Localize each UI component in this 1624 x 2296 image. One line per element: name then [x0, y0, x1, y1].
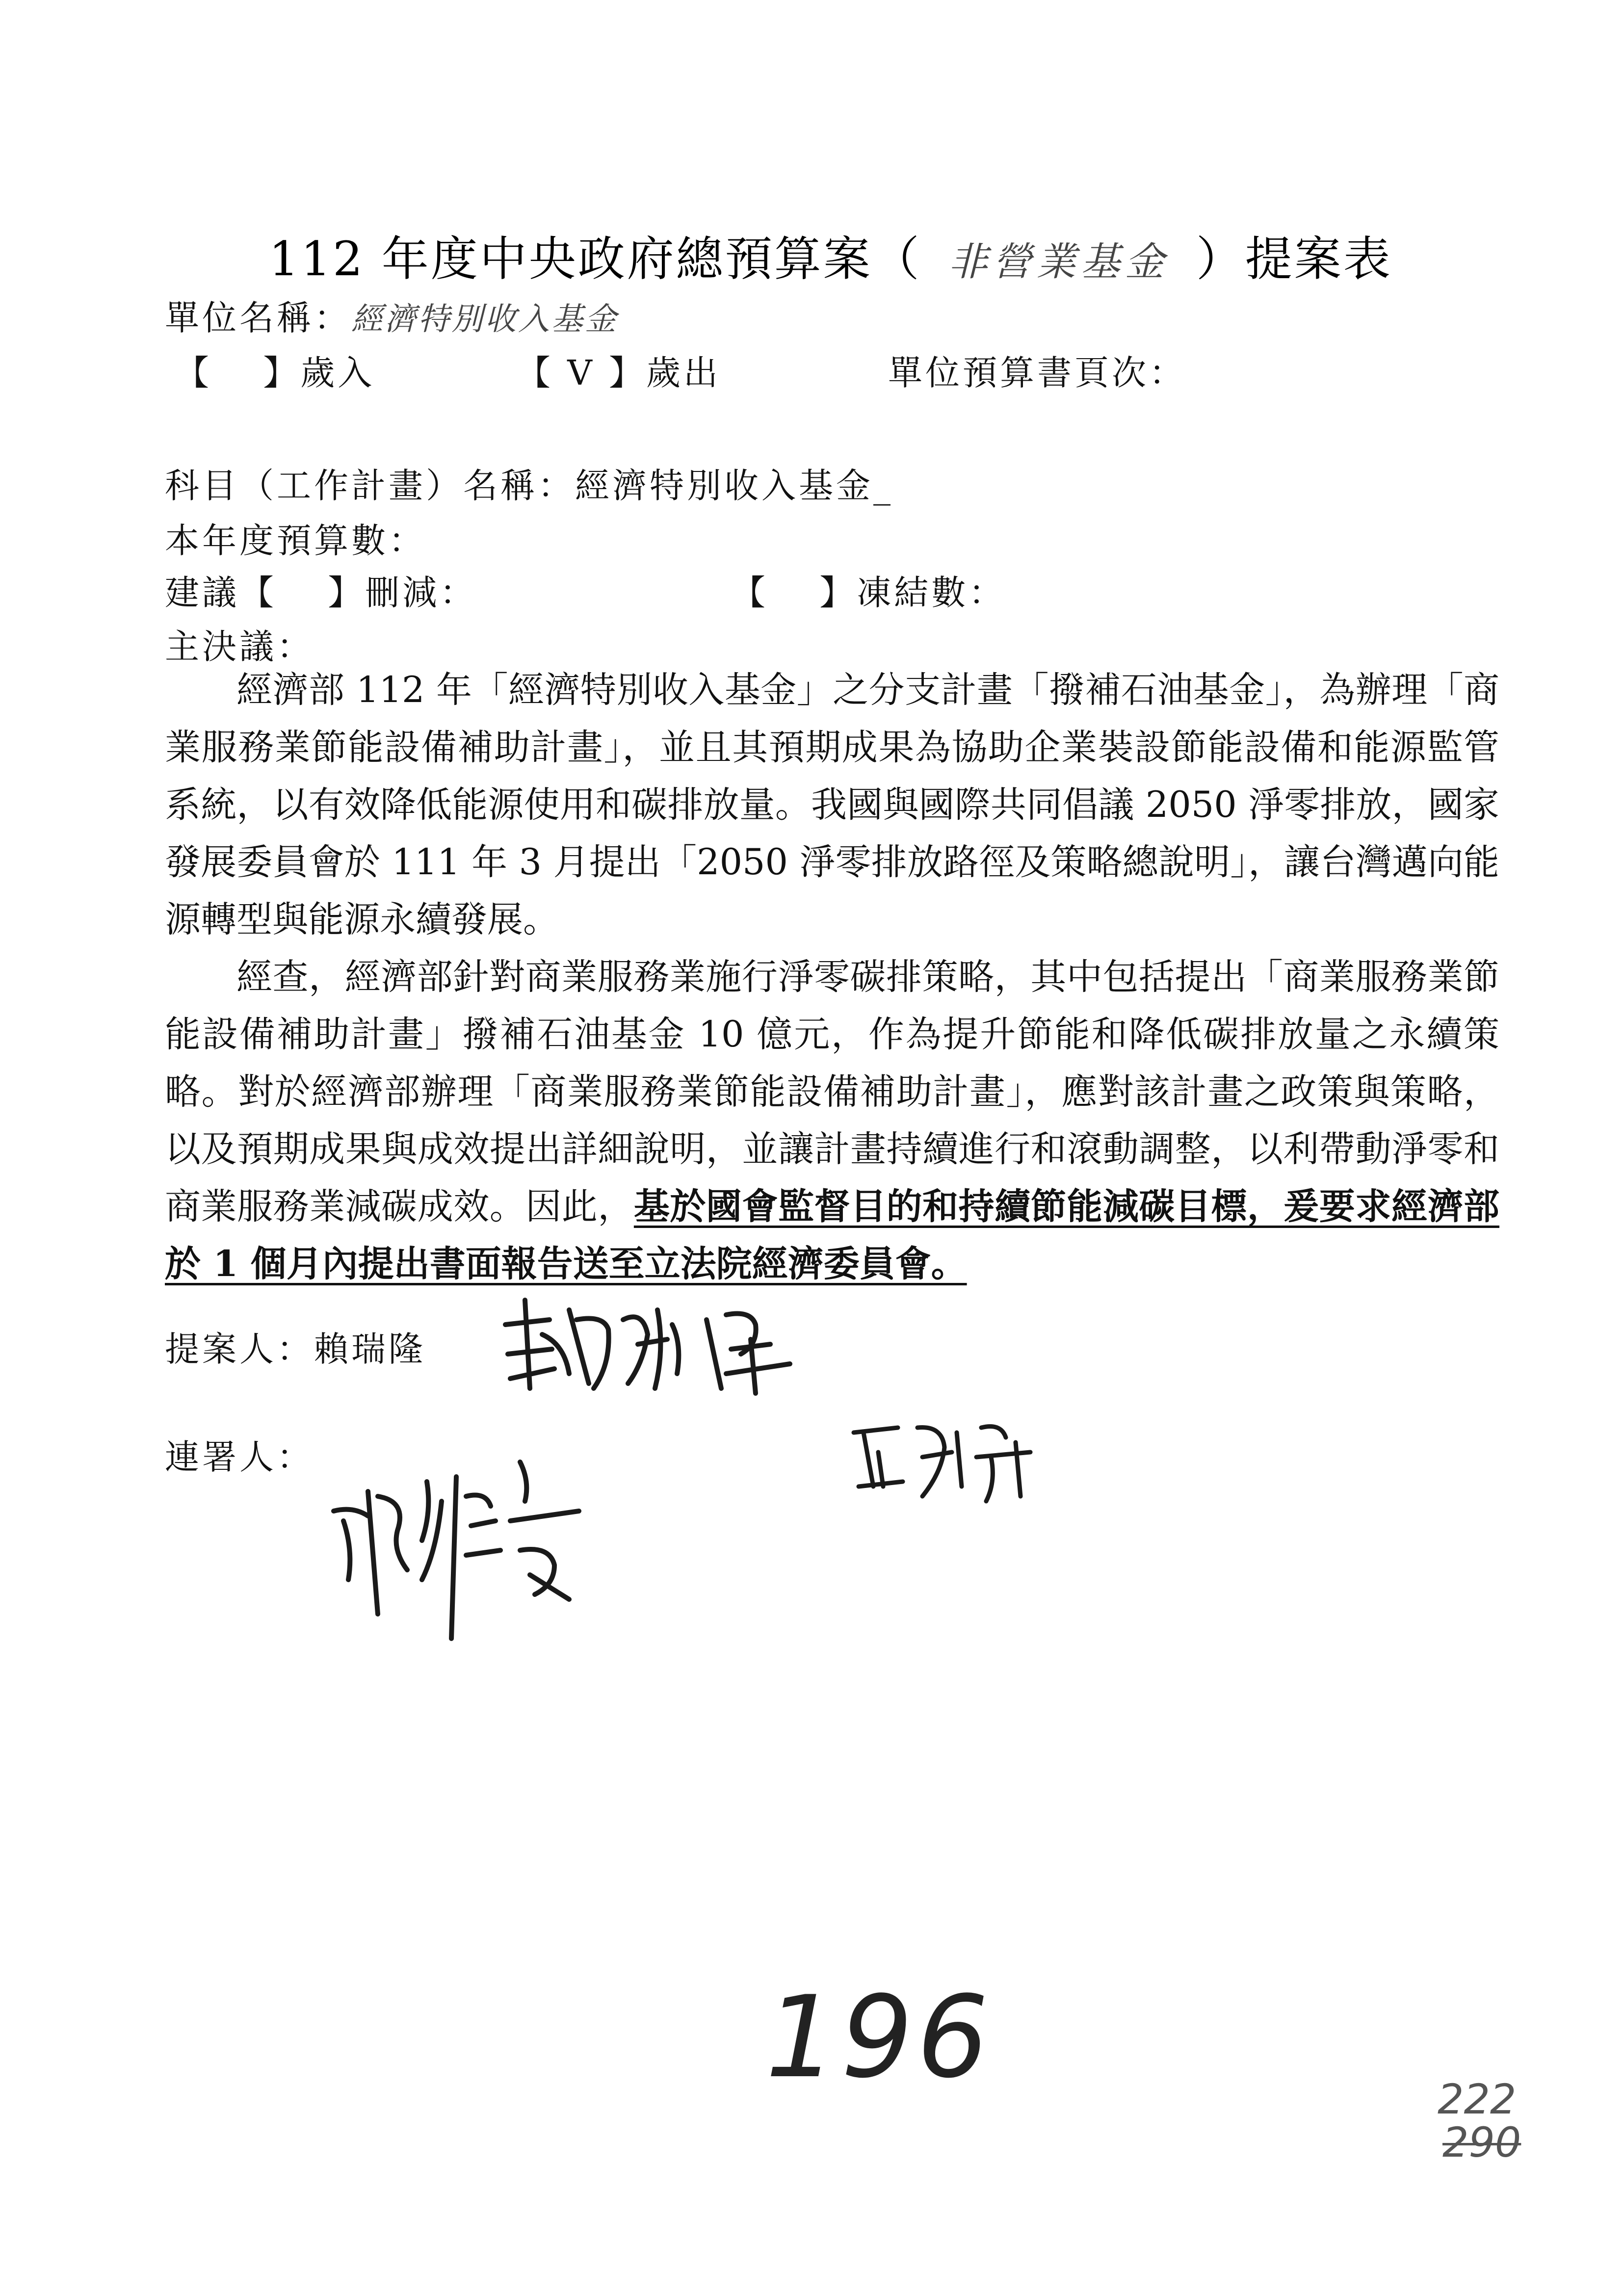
proposer-row [165, 1322, 426, 1371]
paragraph-1: 經濟部 112 年「經濟特別收入基金」之分支計畫「撥補石油基金」，為辦理「商業服務業節能設備補助計畫」，並且其預期成果為協助企業裝設節能設備和能源監管系統，以有效降低能源使用和碳排放量。我國與國際共同倡議 2050 淨零排放，國家發展委員會於 111 年 3 月提出「2050 淨零排放路徑及策略總說明」，讓台灣邁向能源轉型與能源永續發展。 [165, 669, 1499, 940]
corner-number-new [1438, 2075, 1516, 2123]
budget-amount-label: 本年度預算數： [165, 521, 426, 561]
title-prefix: 112 年度中央政府總預算案（ [269, 232, 921, 287]
expenditure-checkbox: 【 V 】歲出 [516, 353, 721, 393]
proposer-signature-strokes [496, 1290, 810, 1403]
cosigner-signature-1-strokes [324, 1452, 599, 1658]
cosigner-signature-2-strokes [844, 1413, 1050, 1511]
title-suffix: ）提案表 [1196, 232, 1392, 287]
unit-label: 單位名稱： [165, 298, 351, 338]
handwritten-page-number [765, 1972, 993, 2103]
proposer-signature [496, 1290, 810, 1405]
cosigner-label: 連署人： [165, 1437, 314, 1477]
unit-row [165, 290, 618, 340]
resolution-body [165, 661, 1499, 1293]
suggest-freeze-label: 【 】凍結數： [731, 573, 1006, 613]
proposer-name: 賴瑞隆 [314, 1329, 426, 1369]
cosigner-signature-2 [844, 1413, 1050, 1513]
corner-number-struck [1442, 2118, 1521, 2166]
title-fund-handwritten: 非營業基金 [948, 239, 1169, 285]
subject-row [165, 458, 893, 508]
subject-value: 經濟特別收入基金_ [575, 466, 893, 506]
unit-value-handwritten: 經濟特別收入基金 [351, 301, 618, 338]
page-number-text: 196 [765, 1972, 993, 2103]
form-title [269, 222, 1392, 289]
proposer-label: 提案人： [165, 1329, 314, 1369]
cosigner-signature-1 [324, 1452, 599, 1660]
paragraph-2-text: 經查，經濟部針對商業服務業施行淨零碳排策略，其中包括提出「商業服務業節能設備補助計畫」撥補石油基金 10 億元，作為提升節能和降低碳排放量之永續策略。對於經濟部辦理「商業服務業節能設備補助計畫」，應對該計畫之政策與策略，以及預期成果與成效提出詳細說明，並讓計畫持續進行和滾動調整，以利帶動淨零和商業服務業減碳成效。因此， [165, 956, 1499, 1227]
paragraph-2 [165, 948, 1499, 1293]
revenue-checkbox: 【 】歲入 [175, 353, 375, 393]
suggest-cut-label: 建議【 】刪減： [165, 573, 477, 613]
corner-number-struck-text: 290 [1442, 2118, 1521, 2166]
resolution-label: 主決議： [165, 626, 314, 667]
subject-label: 科目（工作計畫）名稱： [165, 466, 575, 506]
page-reference-label: 單位預算書頁次： [888, 353, 1186, 393]
paragraph-2-emphasis: 基於國會監督目的和持續節能減碳目標，爰要求經濟部於 1 個月內提出書面報告送至立法院經濟委員會。 [165, 1185, 1500, 1285]
corner-number-new-text: 222 [1438, 2075, 1517, 2123]
